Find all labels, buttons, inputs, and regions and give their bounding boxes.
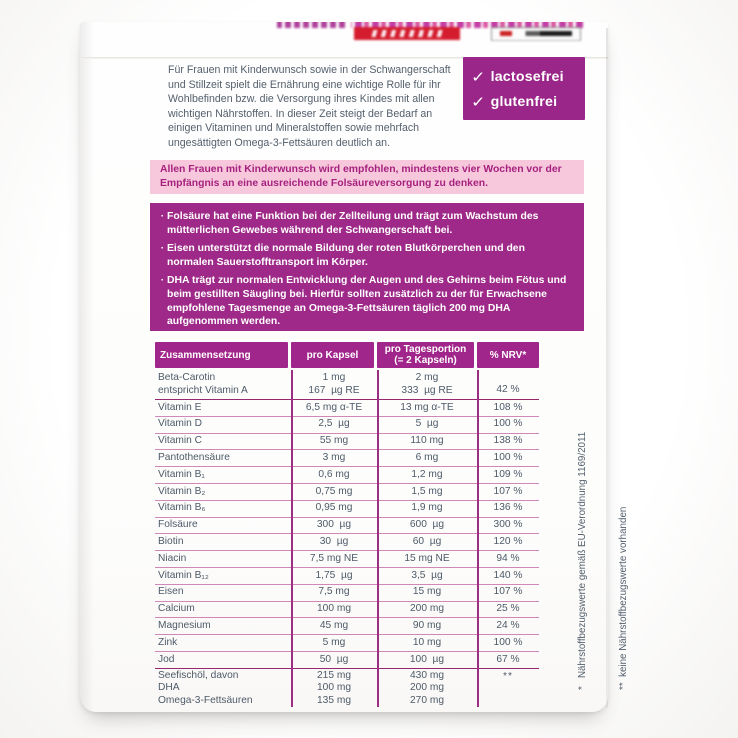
header-line: (= 2 Kapseln) (394, 355, 457, 366)
table-cell-capsule (291, 370, 377, 399)
cell-line: 100 % (493, 418, 523, 430)
table-cell-capsule (291, 635, 377, 651)
table-cell-label (155, 669, 291, 709)
nutrition-table (155, 342, 539, 709)
header-nrv: % NRV* (477, 342, 539, 368)
cell-line: 215 mg (317, 669, 351, 681)
bullet-item-eisen (158, 242, 574, 269)
table-cell-nrv (477, 669, 539, 709)
table-cell-capsule (291, 518, 377, 534)
table-cell-label (155, 534, 291, 550)
table-cell-daily (377, 602, 477, 618)
table-cell-nrv (477, 585, 539, 601)
cell-line: 167 µg RE (308, 384, 360, 396)
cell-line: Folsäure (158, 519, 198, 531)
cell-line: Niacin (158, 552, 187, 564)
table-cell-label (155, 652, 291, 668)
cell-line: 94 % (496, 552, 520, 564)
cell-line: 100 mg (317, 603, 351, 615)
table-cell-label (155, 585, 291, 601)
table-cell-nrv (477, 501, 539, 517)
cell-line: Omega-3-Fettsäuren (158, 695, 253, 707)
check-icon: ✓ (471, 93, 486, 111)
cell-line: 100 µg (409, 653, 445, 665)
table-cell-capsule (291, 585, 377, 601)
bullet-dot: · (160, 275, 165, 287)
table-cell-label (155, 467, 291, 483)
bullet-dot: · (160, 243, 165, 255)
cell-line: 270 mg (410, 695, 444, 707)
cell-line: 100 % (493, 636, 523, 648)
header-line: pro Tagesportion (384, 344, 467, 355)
claim-glutenfree (472, 89, 585, 114)
bullet-item-folsaeure (158, 210, 574, 237)
table-row (155, 400, 539, 417)
cell-line: 600 µg (409, 519, 445, 531)
cell-line: 2,5 µg (318, 418, 350, 430)
table-cell-nrv (477, 551, 539, 567)
table-cell-daily (377, 518, 477, 534)
table-cell-daily (377, 484, 477, 500)
table-cell-label (155, 450, 291, 466)
cell-line: 1,2 mg (411, 468, 443, 480)
table-cell-daily (377, 635, 477, 651)
cell-line: 140 % (493, 569, 523, 581)
cell-line: 100 % (493, 451, 523, 463)
table-row (155, 417, 539, 434)
table-cell-label (155, 484, 291, 500)
table-cell-capsule (291, 484, 377, 500)
table-cell-daily (377, 585, 477, 601)
cell-line: Beta-Carotin (158, 371, 216, 383)
table-cell-nrv (477, 417, 539, 433)
cell-line: 55 mg (319, 435, 349, 447)
bullet-text: DHA trägt zur normalen Entwicklung der Augen und des Gehirns beim Fötus und beim gestillten Säugling bei. Hierfür sollten zusätzlich zu der für Erwachsene empfohlene Tagesmenge an Omega-3-Fettsäuren täglich 200 mg DHA aufgenommen werden. (167, 275, 567, 328)
table-row (155, 484, 539, 501)
cell-line: 3,5 µg (411, 569, 443, 581)
table-cell-label (155, 370, 291, 399)
cell-line: 15 mg (412, 586, 442, 598)
cell-line: Biotin (158, 535, 184, 547)
cell-line: 15 mg NE (404, 552, 450, 564)
cell-line: 300 µg (316, 519, 352, 531)
cell-line: 100 mg (317, 682, 351, 694)
table-row (155, 501, 539, 518)
claim-label: glutenfrei (490, 93, 558, 110)
cell-line: 5 µg (415, 418, 439, 430)
cell-line: 120 % (493, 535, 523, 547)
table-row (155, 652, 539, 669)
top-flap-print-blur (265, 22, 595, 53)
cell-line: 0,95 mg (315, 502, 353, 514)
bullet-dot: · (160, 211, 165, 222)
table-cell-label (155, 400, 291, 416)
table-row (155, 568, 539, 585)
table-row (155, 434, 539, 451)
cell-line: Vitamin B₁₂ (158, 569, 209, 581)
table-cell-nrv (477, 568, 539, 584)
table-cell-nrv (477, 467, 539, 483)
table-cell-label (155, 434, 291, 450)
table-row (155, 450, 539, 467)
brand-red-box-blur (354, 27, 460, 40)
cell-line: 136 % (493, 502, 523, 514)
table-cell-capsule (291, 652, 377, 668)
table-cell-nrv (477, 534, 539, 550)
cell-line: 1,5 mg (411, 485, 443, 497)
cell-line: 0,6 mg (318, 468, 350, 480)
footnotes-vertical (549, 390, 629, 690)
package-box (80, 22, 629, 712)
cell-line: 333 µg RE (401, 384, 453, 396)
cell-line: 2 mg (415, 371, 439, 383)
table-cell-daily (377, 501, 477, 517)
bullet-text: Eisen unterstützt die normale Bildung der roten Blutkörperchen und den normalen Sauerstofftransport im Körper. (167, 243, 525, 268)
table-row (155, 551, 539, 568)
cell-line: Zink (158, 636, 178, 648)
table-cell-capsule (291, 434, 377, 450)
cell-line: 67 % (496, 653, 520, 665)
column-divider (477, 370, 479, 707)
table-cell-nrv (477, 434, 539, 450)
footnote-nrv-reference: * Nährstoffbezugswerte gemäß EU-Verordnung 1169/2011 (577, 431, 588, 690)
cell-line: 7,5 mg NE (309, 552, 359, 564)
claim-lactosefree (472, 64, 585, 89)
table-cell-nrv (477, 370, 539, 399)
cell-line: 107 % (493, 485, 523, 497)
cell-line: Vitamin B₆ (158, 502, 206, 514)
cell-line: 30 µg (319, 535, 349, 547)
table-cell-label (155, 518, 291, 534)
table-cell-label (155, 501, 291, 517)
table-row (155, 635, 539, 652)
cell-line: ** (503, 670, 513, 682)
cell-line: 0,75 mg (315, 485, 353, 497)
cell-line: 110 mg (410, 435, 444, 447)
cell-line: 135 mg (317, 695, 351, 707)
table-cell-daily (377, 467, 477, 483)
cell-line: 200 mg (410, 682, 444, 694)
bullet-item-dha (158, 274, 574, 328)
cell-line: Calcium (158, 603, 195, 615)
table-cell-capsule (291, 534, 377, 550)
cell-line: 60 µg (412, 535, 442, 547)
cell-line: Vitamin D (158, 418, 202, 430)
table-cell-daily (377, 417, 477, 433)
cell-line: Eisen (158, 586, 184, 598)
table-cell-daily (377, 551, 477, 567)
table-cell-nrv (477, 602, 539, 618)
table-cell-nrv (477, 635, 539, 651)
table-row (155, 669, 539, 709)
table-cell-capsule (291, 618, 377, 634)
table-cell-label (155, 568, 291, 584)
cell-line: Vitamin B₁ (158, 468, 205, 480)
table-cell-daily (377, 434, 477, 450)
top-flap (80, 22, 608, 58)
table-cell-capsule (291, 467, 377, 483)
cell-line: Vitamin B₂ (158, 485, 206, 497)
cell-line: Jod (158, 653, 175, 665)
cell-line: Magnesium (158, 619, 211, 631)
header-composition: Zusammensetzung (155, 342, 288, 368)
table-cell-capsule (291, 417, 377, 433)
table-row (155, 618, 539, 635)
header-per-daily-portion (377, 342, 474, 368)
column-divider (377, 370, 379, 707)
cell-line: 5 mg (322, 636, 346, 648)
table-cell-capsule (291, 450, 377, 466)
cell-line: 25 % (496, 603, 520, 615)
brand-logo-blur (491, 27, 581, 41)
table-cell-label (155, 635, 291, 651)
cell-line: Vitamin C (158, 435, 202, 447)
check-icon: ✓ (471, 68, 486, 86)
cell-line: 6 mg (415, 451, 439, 463)
table-row (155, 518, 539, 535)
cell-line: 50 µg (319, 653, 349, 665)
nutrition-table-body (155, 370, 539, 709)
cell-line: 200 mg (410, 603, 444, 615)
table-cell-nrv (477, 400, 539, 416)
cell-line: 107 % (493, 586, 523, 598)
cell-line: 13 mg α-TE (400, 401, 454, 413)
claims-badge (463, 57, 585, 120)
table-row (155, 585, 539, 602)
table-cell-label (155, 417, 291, 433)
cell-line: 430 mg (410, 669, 444, 681)
table-cell-daily (377, 450, 477, 466)
table-cell-nrv (477, 484, 539, 500)
cell-line: 45 mg (319, 619, 349, 631)
cell-line: Pantothensäure (158, 451, 230, 463)
claim-label: lactosefrei (490, 68, 564, 85)
cell-line: 24 % (496, 619, 520, 631)
cell-line: 138 % (493, 435, 523, 447)
table-cell-daily (377, 618, 477, 634)
header-per-capsule: pro Kapsel (291, 342, 374, 368)
table-cell-capsule (291, 551, 377, 567)
cell-line: Vitamin E (158, 401, 202, 413)
table-cell-nrv (477, 518, 539, 534)
cell-line: 10 mg (412, 636, 442, 648)
bullet-text: Folsäure hat eine Funktion bei der Zellteilung und trägt zum Wachstum des mütterlichen Gewebes während der Schwangerschaft bei. (167, 211, 539, 236)
intro-paragraph: Für Frauen mit Kinderwunsch sowie in der Schwangerschaft und Stillzeit spielt die Ernährung eine wichtige Rolle für ihr Wohlbefinden bzw. die Versorgung ihres Kindes mit allen wichtigen Nährstoffen. In dieser Zeit steigt der Bedarf an einigen Vitaminen und Mineralstoffen sowie mehrfach ungesättigten Omega-3-Fettsäuren deutlich an. (168, 64, 451, 149)
table-row (155, 370, 539, 400)
cell-line: 1 mg (322, 371, 346, 383)
nutrition-table-header (155, 342, 539, 368)
cell-line: DHA (158, 682, 180, 694)
cell-line: 6,5 mg α-TE (305, 401, 363, 413)
cell-line: Seefischöl, davon (158, 669, 239, 681)
table-cell-capsule (291, 568, 377, 584)
table-cell-daily (377, 400, 477, 416)
table-cell-daily (377, 568, 477, 584)
cell-line: 108 % (493, 401, 523, 413)
cell-line: entspricht Vitamin A (158, 384, 248, 396)
table-cell-daily (377, 669, 477, 709)
cell-line: 109 % (493, 468, 523, 480)
column-divider (291, 370, 293, 707)
table-cell-daily (377, 652, 477, 668)
folic-acid-banner: Allen Frauen mit Kinderwunsch wird empfohlen, mindestens vier Wochen vor der Empfängnis an eine ausreichende Folsäureversorgung zu denken. (150, 160, 584, 194)
table-cell-capsule (291, 501, 377, 517)
table-cell-label (155, 618, 291, 634)
table-row (155, 467, 539, 484)
table-cell-label (155, 551, 291, 567)
cell-line: 7,5 mg (318, 586, 350, 598)
table-cell-label (155, 602, 291, 618)
cell-line: 90 mg (412, 619, 442, 631)
footnote-no-nrv: ** keine Nährstoffbezugswerte vorhanden (617, 506, 629, 690)
cell-line: 300 % (493, 519, 523, 531)
table-cell-capsule (291, 602, 377, 618)
brand-text-blur-2 (277, 22, 345, 28)
cell-line: 1,75 µg (315, 569, 353, 581)
table-row (155, 602, 539, 619)
cell-line: 3 mg (322, 451, 346, 463)
table-cell-nrv (477, 618, 539, 634)
table-cell-daily (377, 534, 477, 550)
cell-line: 1,9 mg (411, 502, 443, 514)
table-cell-nrv (477, 652, 539, 668)
table-cell-daily (377, 370, 477, 399)
benefits-info-box (150, 203, 584, 331)
table-cell-capsule (291, 400, 377, 416)
table-row (155, 534, 539, 551)
table-cell-nrv (477, 450, 539, 466)
cell-line: 42 % (496, 384, 520, 396)
table-cell-capsule (291, 669, 377, 709)
